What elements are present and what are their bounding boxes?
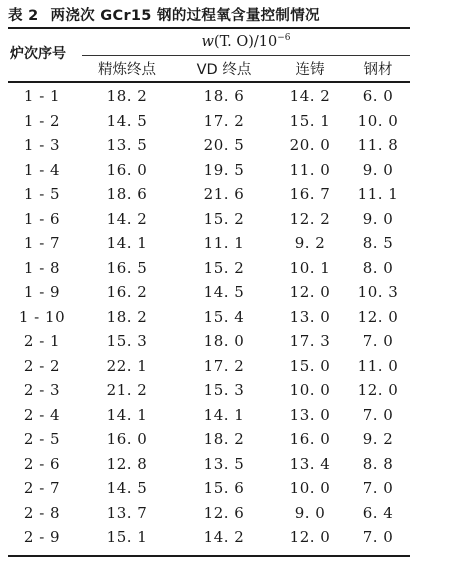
- refining-end-cell: 14. 1: [106, 405, 148, 424]
- heat-number-cell: 1 - 1: [23, 87, 61, 105]
- refining-end-cell: 16. 0: [106, 160, 148, 179]
- heat-number-cell: 1 - 8: [23, 258, 61, 277]
- table-row: [0, 428, 449, 453]
- vd-end-cell: 15. 3: [203, 381, 245, 399]
- vd-end-cell: 11. 1: [203, 234, 245, 252]
- casting-cell: 11. 0: [289, 160, 331, 179]
- heat-number-cell: 1 - 2: [23, 111, 61, 130]
- vd-end-cell: 15. 2: [203, 258, 245, 277]
- heat-number-cell: 1 - 4: [23, 160, 61, 179]
- vd-end-cell: 12. 6: [203, 503, 245, 522]
- vd-end-cell: 15. 4: [203, 307, 245, 326]
- heat-number-cell: 1 - 6: [23, 209, 61, 228]
- vd-end-cell: 15. 2: [203, 209, 245, 228]
- table-row: [0, 379, 449, 404]
- steel-cell: 12. 0: [357, 307, 399, 326]
- steel-cell: 10. 3: [357, 283, 399, 301]
- vd-end-cell: 18. 6: [203, 87, 245, 105]
- subheader-rule: [82, 55, 410, 56]
- refining-end-cell: 14. 1: [106, 234, 148, 252]
- casting-cell: 13. 0: [289, 405, 331, 424]
- vd-end-cell: 17. 2: [203, 111, 245, 130]
- refining-end-cell: 15. 1: [106, 528, 148, 546]
- heat-number-cell: 1 - 3: [23, 136, 61, 154]
- steel-cell: 12. 0: [357, 381, 399, 399]
- casting-cell: 9. 0: [294, 503, 326, 522]
- oxygen-unit-text: (T. O)/10: [213, 33, 278, 50]
- steel-cell: 11. 8: [357, 136, 399, 154]
- refining-end-cell: 21. 2: [106, 381, 148, 399]
- heat-number-cell: 1 - 10: [18, 307, 66, 326]
- steel-cell: 11. 0: [357, 356, 399, 375]
- row-label-header: 炉次序号: [10, 46, 66, 62]
- casting-cell: 9. 2: [294, 234, 326, 252]
- steel-cell: 9. 2: [362, 430, 394, 448]
- heat-number-cell: 2 - 2: [23, 356, 61, 375]
- steel-cell: 6. 4: [362, 503, 394, 522]
- vd-end-cell: 17. 2: [203, 356, 245, 375]
- casting-cell: 17. 3: [289, 332, 331, 350]
- table-caption: [8, 4, 320, 25]
- refining-end-cell: 18. 2: [106, 87, 148, 105]
- casting-cell: 10. 0: [289, 381, 331, 399]
- heat-number-cell: 1 - 7: [23, 234, 61, 252]
- steel-cell: 7. 0: [362, 405, 394, 424]
- steel-cell: 8. 5: [362, 234, 394, 252]
- vd-end-cell: 21. 6: [203, 185, 245, 203]
- heat-number-cell: 2 - 8: [23, 503, 61, 522]
- steel-cell: 7. 0: [362, 332, 394, 350]
- steel-cell: 9. 0: [362, 209, 394, 228]
- refining-end-cell: 14. 2: [106, 209, 148, 228]
- oxygen-content-header: [82, 33, 410, 50]
- refining-end-cell: 18. 2: [106, 307, 148, 326]
- table-row: [0, 257, 449, 282]
- casting-cell: 16. 0: [289, 430, 331, 448]
- table-title: 两浇次 GCr15 钢的过程氧含量控制情况: [50, 8, 320, 24]
- table-row: [0, 208, 449, 233]
- vd-end-cell: 20. 5: [203, 136, 245, 154]
- heat-number-cell: 2 - 5: [23, 430, 61, 448]
- col-header-steel-product: 钢材: [363, 62, 393, 78]
- table-row: [0, 526, 449, 551]
- casting-cell: 10. 1: [289, 258, 331, 277]
- casting-cell: 10. 0: [289, 479, 331, 497]
- vd-end-cell: 13. 5: [203, 454, 245, 473]
- table-row: [0, 85, 449, 110]
- casting-cell: 16. 7: [289, 185, 331, 203]
- table-row: [0, 183, 449, 208]
- unit-exponent: −6: [277, 33, 291, 43]
- table-row: [0, 110, 449, 135]
- mass-fraction-symbol: w: [201, 33, 214, 50]
- refining-end-cell: 13. 7: [106, 503, 148, 522]
- casting-cell: 14. 2: [289, 87, 331, 105]
- casting-cell: 13. 0: [289, 307, 331, 326]
- col-header-vd-end: VD 终点: [196, 62, 252, 78]
- steel-cell: 6. 0: [362, 87, 394, 105]
- heat-number-cell: 2 - 4: [23, 405, 61, 424]
- casting-cell: 13. 4: [289, 454, 331, 473]
- casting-cell: 12. 0: [289, 283, 331, 301]
- steel-cell: 10. 0: [357, 111, 399, 130]
- casting-cell: 12. 2: [289, 209, 331, 228]
- vd-end-cell: 14. 2: [203, 528, 245, 546]
- heat-number-cell: 2 - 9: [23, 528, 61, 546]
- vd-end-cell: 15. 6: [203, 479, 245, 497]
- refining-end-cell: 15. 3: [106, 332, 148, 350]
- table-row: [0, 355, 449, 380]
- table-row: [0, 134, 449, 159]
- col-header-continuous-casting: 连铸: [295, 62, 325, 78]
- table-row: [0, 502, 449, 527]
- refining-end-cell: 22. 1: [106, 356, 148, 375]
- steel-cell: 7. 0: [362, 528, 394, 546]
- refining-end-cell: 14. 5: [106, 479, 148, 497]
- casting-cell: 15. 1: [289, 111, 331, 130]
- vd-end-cell: 18. 2: [203, 430, 245, 448]
- casting-cell: 20. 0: [289, 136, 331, 154]
- table-row: [0, 453, 449, 478]
- table-row: [0, 306, 449, 331]
- vd-end-cell: 14. 5: [203, 283, 245, 301]
- heat-number-cell: 2 - 6: [23, 454, 61, 473]
- refining-end-cell: 16. 5: [106, 258, 148, 277]
- table-body: [0, 85, 449, 551]
- steel-cell: 7. 0: [362, 479, 394, 497]
- heat-number-cell: 1 - 5: [23, 185, 61, 203]
- col-header-refining-end: 精炼终点: [98, 62, 156, 78]
- refining-end-cell: 16. 2: [106, 283, 148, 301]
- heat-number-cell: 2 - 3: [23, 381, 61, 399]
- casting-cell: 12. 0: [289, 528, 331, 546]
- steel-cell: 8. 0: [362, 258, 394, 277]
- bottom-rule: [8, 555, 410, 557]
- header-rule: [8, 81, 410, 83]
- table-row: [0, 281, 449, 306]
- refining-end-cell: 14. 5: [106, 111, 148, 130]
- table-number: 表 2: [8, 8, 39, 24]
- table-row: [0, 404, 449, 429]
- refining-end-cell: 18. 6: [106, 185, 148, 203]
- vd-end-cell: 19. 5: [203, 160, 245, 179]
- heat-number-cell: 2 - 7: [23, 479, 61, 497]
- table-row: [0, 330, 449, 355]
- table-row: [0, 232, 449, 257]
- steel-cell: 11. 1: [357, 185, 399, 203]
- table-row: [0, 159, 449, 184]
- refining-end-cell: 16. 0: [106, 430, 148, 448]
- refining-end-cell: 12. 8: [106, 454, 148, 473]
- vd-end-cell: 18. 0: [203, 332, 245, 350]
- table-row: [0, 477, 449, 502]
- steel-cell: 8. 8: [362, 454, 394, 473]
- vd-end-cell: 14. 1: [203, 405, 245, 424]
- casting-cell: 15. 0: [289, 356, 331, 375]
- refining-end-cell: 13. 5: [106, 136, 148, 154]
- heat-number-cell: 1 - 9: [23, 283, 61, 301]
- top-rule: [8, 27, 410, 29]
- steel-cell: 9. 0: [362, 160, 394, 179]
- heat-number-cell: 2 - 1: [23, 332, 61, 350]
